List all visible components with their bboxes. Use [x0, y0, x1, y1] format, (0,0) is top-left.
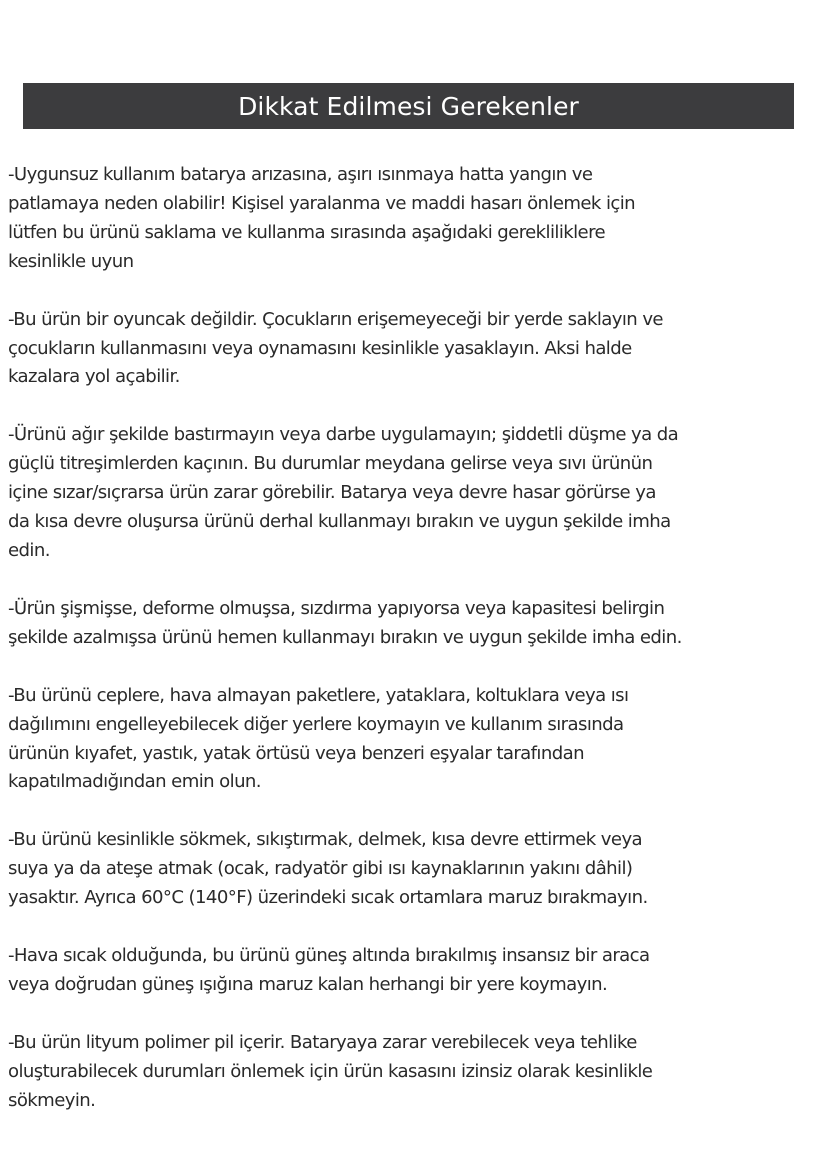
paragraph-line: ürünün kıyafet, yastık, yatak örtüsü veya benzeri eşyalar tarafından: [8, 742, 584, 764]
warning-paragraph-4: [8, 595, 812, 653]
warning-paragraph-7: [8, 942, 812, 1000]
page-title: Dikkat Edilmesi Gerekenler: [238, 91, 579, 121]
warning-paragraph-2: [8, 306, 812, 393]
paragraph-line: -Ürünü ağır şekilde bastırmayın veya darbe uygulamayın; şiddetli düşme ya da: [8, 424, 679, 446]
paragraph-line: -Bu ürünü kesinlikle sökmek, sıkıştırmak, delmek, kısa devre ettirmek veya: [8, 829, 643, 851]
paragraph-line: -Bu ürünü ceplere, hava almayan paketlere, yataklara, koltuklara veya ısı: [8, 684, 629, 706]
warnings-list: [8, 161, 812, 1145]
warning-paragraph-5: [8, 682, 812, 798]
warning-paragraph-3: [8, 421, 812, 566]
paragraph-line: sökmeyin.: [8, 1089, 96, 1111]
paragraph-line: -Bu ürün lityum polimer pil içerir. Bataryaya zarar verebilecek veya tehlike: [8, 1031, 637, 1053]
warning-paragraph-6: [8, 826, 812, 913]
paragraph-line: dağılımını engelleyebilecek diğer yerlere koymayın ve kullanım sırasında: [8, 713, 624, 735]
paragraph-line: çocukların kullanmasını veya oynamasını kesinlikle yasaklayın. Aksi halde: [8, 337, 632, 359]
paragraph-line: da kısa devre oluşursa ürünü derhal kullanmayı bırakın ve uygun şekilde imha: [8, 511, 671, 533]
warning-paragraph-1: [8, 161, 812, 277]
paragraph-line: şekilde azalmışsa ürünü hemen kullanmayı bırakın ve uygun şekilde imha edin.: [8, 626, 682, 648]
paragraph-line: -Bu ürün bir oyuncak değildir. Çocukların erişemeyeceği bir yerde saklayın ve: [8, 308, 663, 330]
paragraph-line: lütfen bu ürünü saklama ve kullanma sırasında aşağıdaki gerekliliklere: [8, 221, 606, 243]
paragraph-line: edin.: [8, 539, 50, 561]
paragraph-line: kapatılmadığından emin olun.: [8, 771, 261, 793]
warning-paragraph-8: [8, 1029, 812, 1116]
paragraph-line: kazalara yol açabilir.: [8, 366, 180, 388]
paragraph-line: oluşturabilecek durumları önlemek için ürün kasasını izinsiz olarak kesinlikle: [8, 1060, 653, 1082]
paragraph-line: yasaktır. Ayrıca 60°C (140°F) üzerindeki sıcak ortamlara maruz bırakmayın.: [8, 887, 648, 909]
paragraph-line: veya doğrudan güneş ışığına maruz kalan herhangi bir yere koymayın.: [8, 973, 608, 995]
paragraph-line: içine sızar/sıçrarsa ürün zarar görebilir. Batarya veya devre hasar görürse ya: [8, 482, 656, 504]
paragraph-line: -Uygunsuz kullanım batarya arızasına, aşırı ısınmaya hatta yangın ve: [8, 164, 593, 185]
paragraph-line: patlamaya neden olabilir! Kişisel yaralanma ve maddi hasarı önlemek için: [8, 192, 636, 214]
paragraph-line: -Hava sıcak olduğunda, bu ürünü güneş altında bırakılmış insansız bir araca: [8, 945, 650, 967]
paragraph-line: suya ya da ateşe atmak (ocak, radyatör gibi ısı kaynaklarının yakını dâhil): [8, 858, 633, 880]
paragraph-line: güçlü titreşimlerden kaçının. Bu durumlar meydana gelirse veya sıvı ürünün: [8, 453, 653, 475]
paragraph-line: kesinlikle uyun: [8, 250, 134, 272]
paragraph-line: -Ürün şişmişse, deforme olmuşsa, sızdırma yapıyorsa veya kapasitesi belirgin: [8, 597, 665, 619]
title-banner: [23, 83, 794, 129]
